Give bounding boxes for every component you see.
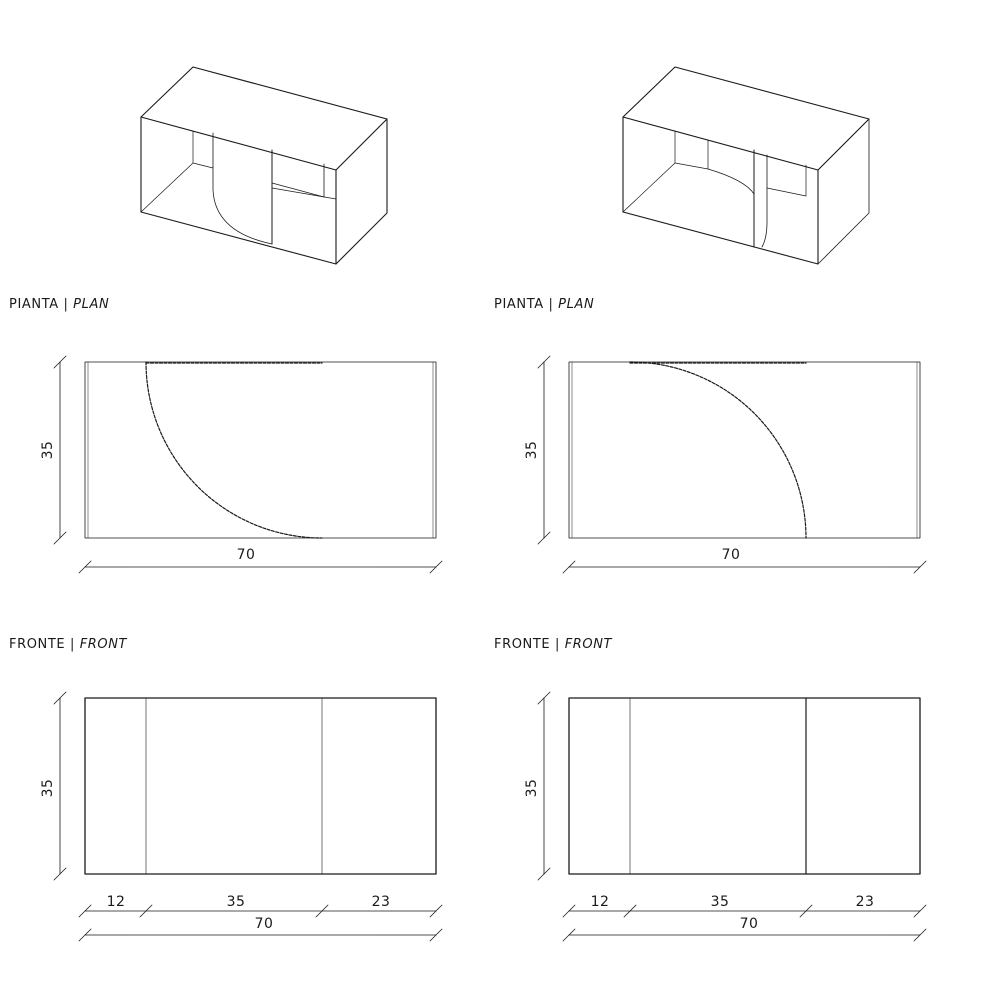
- plan-right-depth-label: 35: [524, 440, 540, 460]
- front-title-right: [494, 637, 612, 652]
- front-left-seg-left-label: 12: [106, 894, 126, 910]
- front-title-main: FRONTE: [9, 637, 66, 652]
- front-right-seg-right-label: 23: [855, 894, 875, 910]
- plan-left: [85, 362, 436, 538]
- front-left: [85, 698, 436, 874]
- plan-left-width-label: 70: [236, 547, 256, 563]
- front-left-depth-label: 35: [40, 778, 56, 798]
- front-title-italic: FRONT: [564, 637, 613, 652]
- plan-title-right: [494, 297, 594, 312]
- front-title-italic: FRONT: [79, 637, 128, 652]
- front-title-separator: |: [554, 637, 560, 652]
- front-left-seg-right-label: 23: [371, 894, 391, 910]
- plan-title-main: PIANTA: [9, 297, 59, 312]
- front-right-seg-left-label: 12: [590, 894, 610, 910]
- front-right: [569, 698, 920, 874]
- front-right-width-label: 70: [739, 916, 759, 932]
- plan-left-dimension-width: [79, 561, 442, 573]
- isometric-view-right: [623, 67, 869, 264]
- plan-right-width-label: 70: [721, 547, 741, 563]
- plan-right-dimension-width: [563, 561, 926, 573]
- front-title-left: [9, 637, 127, 652]
- plan-title-separator: |: [548, 297, 554, 312]
- front-title-main: FRONTE: [494, 637, 551, 652]
- front-left-width-label: 70: [254, 916, 274, 932]
- plan-title-left: [9, 297, 109, 312]
- front-left-seg-mid-label: 35: [226, 894, 246, 910]
- isometric-view-left: [141, 67, 387, 264]
- plan-left-depth-label: 35: [40, 440, 56, 460]
- plan-title-separator: |: [63, 297, 69, 312]
- front-right-depth-label: 35: [524, 778, 540, 798]
- front-title-separator: |: [69, 637, 75, 652]
- plan-title-italic: PLAN: [73, 297, 110, 312]
- plan-title-main: PIANTA: [494, 297, 544, 312]
- plan-title-italic: PLAN: [558, 297, 595, 312]
- plan-right: [569, 362, 920, 538]
- front-right-seg-mid-label: 35: [710, 894, 730, 910]
